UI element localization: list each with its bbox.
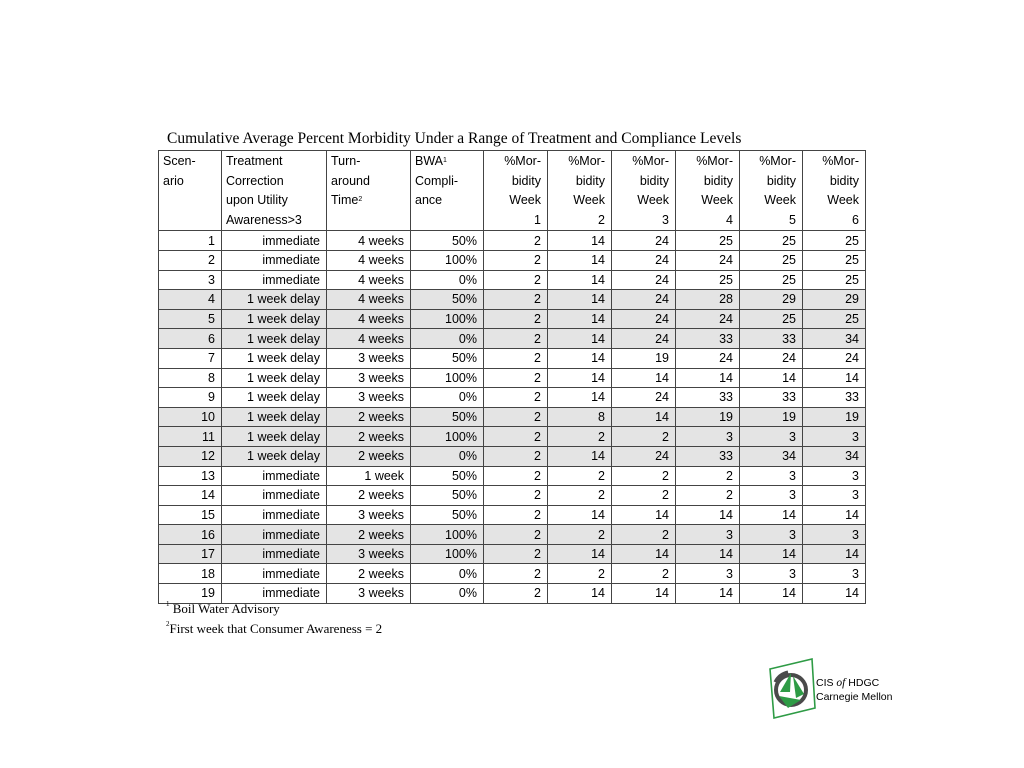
- cell-turnaround: 3 weeks: [327, 368, 411, 388]
- cell-week-4: 24: [676, 348, 740, 368]
- cell-week-1: 2: [484, 329, 548, 349]
- table-row: [159, 231, 866, 251]
- table-row: [159, 348, 866, 368]
- cell-treatment: immediate: [222, 270, 327, 290]
- cell-week-3: 2: [612, 466, 676, 486]
- logo-text: CIS of HDGC Carnegie Mellon: [816, 677, 893, 703]
- cis-hdgc-logo: [766, 656, 906, 722]
- cell-turnaround: 4 weeks: [327, 290, 411, 310]
- cell-compliance: 100%: [411, 368, 484, 388]
- cell-turnaround: 3 weeks: [327, 505, 411, 525]
- cell-week-2: 14: [548, 231, 612, 251]
- cell-turnaround: 2 weeks: [327, 564, 411, 584]
- table-row: [159, 368, 866, 388]
- cell-week-5: 3: [740, 525, 803, 545]
- cell-scenario: 1: [159, 231, 222, 251]
- cell-week-3: 14: [612, 584, 676, 604]
- cell-week-2: 14: [548, 388, 612, 408]
- header-week-4: %Mor- bidity Week 4: [676, 151, 740, 231]
- cell-week-6: 34: [803, 329, 866, 349]
- cell-week-6: 3: [803, 427, 866, 447]
- cell-week-6: 14: [803, 584, 866, 604]
- cell-compliance: 0%: [411, 584, 484, 604]
- cell-treatment: immediate: [222, 466, 327, 486]
- cell-scenario: 8: [159, 368, 222, 388]
- cell-week-3: 2: [612, 427, 676, 447]
- cell-week-2: 14: [548, 368, 612, 388]
- header-week-2: %Mor- bidity Week 2: [548, 151, 612, 231]
- cell-turnaround: 2 weeks: [327, 427, 411, 447]
- cell-week-3: 24: [612, 446, 676, 466]
- cell-week-4: 33: [676, 329, 740, 349]
- table-row: [159, 427, 866, 447]
- cell-compliance: 50%: [411, 466, 484, 486]
- cell-week-3: 14: [612, 505, 676, 525]
- table-row: [159, 309, 866, 329]
- cell-week-5: 14: [740, 368, 803, 388]
- cell-treatment: 1 week delay: [222, 290, 327, 310]
- header-treatment: Treatment Correction upon Utility Awareness>3: [222, 151, 327, 231]
- cell-week-3: 24: [612, 231, 676, 251]
- cell-week-3: 24: [612, 250, 676, 270]
- cell-week-4: 14: [676, 368, 740, 388]
- cell-week-5: 3: [740, 486, 803, 506]
- cell-week-6: 25: [803, 231, 866, 251]
- cell-week-6: 19: [803, 407, 866, 427]
- table-title: Cumulative Average Percent Morbidity Under a Range of Treatment and Compliance Levels: [167, 130, 742, 147]
- header-week-1: %Mor- bidity Week 1: [484, 151, 548, 231]
- cell-turnaround: 3 weeks: [327, 348, 411, 368]
- cell-week-1: 2: [484, 525, 548, 545]
- table-row: [159, 290, 866, 310]
- cell-compliance: 0%: [411, 564, 484, 584]
- cell-turnaround: 2 weeks: [327, 407, 411, 427]
- cell-week-5: 25: [740, 231, 803, 251]
- cell-week-1: 2: [484, 446, 548, 466]
- cell-compliance: 0%: [411, 446, 484, 466]
- cell-compliance: 50%: [411, 290, 484, 310]
- cell-scenario: 7: [159, 348, 222, 368]
- cell-scenario: 10: [159, 407, 222, 427]
- cell-treatment: immediate: [222, 250, 327, 270]
- cell-week-6: 3: [803, 466, 866, 486]
- cell-week-2: 14: [548, 505, 612, 525]
- cell-scenario: 2: [159, 250, 222, 270]
- cell-treatment: 1 week delay: [222, 446, 327, 466]
- cell-treatment: immediate: [222, 564, 327, 584]
- cell-week-1: 2: [484, 348, 548, 368]
- cell-week-6: 3: [803, 525, 866, 545]
- cell-week-6: 14: [803, 368, 866, 388]
- cell-week-1: 2: [484, 486, 548, 506]
- cell-compliance: 100%: [411, 427, 484, 447]
- cell-treatment: 1 week delay: [222, 407, 327, 427]
- cell-scenario: 19: [159, 584, 222, 604]
- cell-turnaround: 3 weeks: [327, 584, 411, 604]
- cell-scenario: 11: [159, 427, 222, 447]
- cell-week-6: 14: [803, 544, 866, 564]
- cell-week-3: 24: [612, 270, 676, 290]
- cell-week-2: 14: [548, 309, 612, 329]
- cell-scenario: 16: [159, 525, 222, 545]
- cell-week-4: 25: [676, 231, 740, 251]
- cell-turnaround: 3 weeks: [327, 544, 411, 564]
- table-row: [159, 564, 866, 584]
- morbidity-table-container: [158, 150, 865, 604]
- table-row: [159, 544, 866, 564]
- cell-week-6: 3: [803, 564, 866, 584]
- header-week-6: %Mor- bidity Week 6: [803, 151, 866, 231]
- cell-treatment: 1 week delay: [222, 348, 327, 368]
- cell-week-2: 2: [548, 525, 612, 545]
- cell-turnaround: 4 weeks: [327, 309, 411, 329]
- cell-turnaround: 1 week: [327, 466, 411, 486]
- cell-week-2: 8: [548, 407, 612, 427]
- cell-week-4: 2: [676, 486, 740, 506]
- cell-week-5: 25: [740, 309, 803, 329]
- cell-week-5: 14: [740, 584, 803, 604]
- cell-treatment: immediate: [222, 584, 327, 604]
- cell-week-4: 24: [676, 250, 740, 270]
- cell-week-2: 14: [548, 544, 612, 564]
- cell-week-4: 2: [676, 466, 740, 486]
- cell-week-6: 33: [803, 388, 866, 408]
- cell-scenario: 17: [159, 544, 222, 564]
- cell-compliance: 0%: [411, 388, 484, 408]
- cell-turnaround: 3 weeks: [327, 388, 411, 408]
- cell-scenario: 14: [159, 486, 222, 506]
- cell-week-3: 24: [612, 388, 676, 408]
- cell-week-4: 3: [676, 564, 740, 584]
- cell-week-3: 2: [612, 564, 676, 584]
- cell-week-4: 25: [676, 270, 740, 290]
- cell-compliance: 100%: [411, 309, 484, 329]
- cell-compliance: 50%: [411, 505, 484, 525]
- cell-week-1: 2: [484, 231, 548, 251]
- cell-turnaround: 4 weeks: [327, 329, 411, 349]
- cell-turnaround: 4 weeks: [327, 270, 411, 290]
- cell-week-2: 2: [548, 486, 612, 506]
- cell-week-4: 33: [676, 446, 740, 466]
- cell-scenario: 6: [159, 329, 222, 349]
- cell-turnaround: 2 weeks: [327, 446, 411, 466]
- cell-week-5: 34: [740, 446, 803, 466]
- cell-scenario: 3: [159, 270, 222, 290]
- cell-week-2: 14: [548, 584, 612, 604]
- cell-week-3: 14: [612, 544, 676, 564]
- cell-compliance: 50%: [411, 486, 484, 506]
- cell-treatment: 1 week delay: [222, 388, 327, 408]
- cell-compliance: 50%: [411, 231, 484, 251]
- cell-week-1: 2: [484, 407, 548, 427]
- footnote-1: $^1$ Boil Water Advisory: [166, 600, 280, 616]
- cell-week-2: 14: [548, 329, 612, 349]
- header-week-3: %Mor- bidity Week 3: [612, 151, 676, 231]
- cell-week-1: 2: [484, 388, 548, 408]
- cell-week-6: 25: [803, 270, 866, 290]
- cell-week-5: 29: [740, 290, 803, 310]
- cell-treatment: immediate: [222, 505, 327, 525]
- cell-week-3: 24: [612, 290, 676, 310]
- cell-week-6: 25: [803, 250, 866, 270]
- cell-compliance: 100%: [411, 544, 484, 564]
- table-row: [159, 446, 866, 466]
- cell-week-1: 2: [484, 427, 548, 447]
- cell-week-2: 2: [548, 427, 612, 447]
- cell-scenario: 5: [159, 309, 222, 329]
- cell-treatment: 1 week delay: [222, 309, 327, 329]
- cell-week-5: 14: [740, 505, 803, 525]
- cell-week-5: 3: [740, 466, 803, 486]
- cell-week-2: 14: [548, 250, 612, 270]
- logo-emblem-icon: [766, 656, 816, 722]
- cell-week-6: 34: [803, 446, 866, 466]
- cell-week-5: 24: [740, 348, 803, 368]
- cell-week-6: 25: [803, 309, 866, 329]
- cell-week-3: 24: [612, 309, 676, 329]
- cell-week-1: 2: [484, 564, 548, 584]
- cell-scenario: 15: [159, 505, 222, 525]
- cell-compliance: 0%: [411, 329, 484, 349]
- table-row: [159, 505, 866, 525]
- table-row: [159, 525, 866, 545]
- cell-week-3: 2: [612, 486, 676, 506]
- footnote-2: $^2$First week that Consumer Awareness = 2: [166, 620, 383, 636]
- cell-treatment: immediate: [222, 231, 327, 251]
- cell-week-6: 14: [803, 505, 866, 525]
- cell-week-1: 2: [484, 584, 548, 604]
- cell-scenario: 13: [159, 466, 222, 486]
- cell-week-1: 2: [484, 368, 548, 388]
- cell-week-1: 2: [484, 505, 548, 525]
- table-row: [159, 466, 866, 486]
- table-row: [159, 407, 866, 427]
- cell-week-4: 24: [676, 309, 740, 329]
- cell-week-5: 33: [740, 329, 803, 349]
- cell-week-5: 3: [740, 564, 803, 584]
- table-row: [159, 329, 866, 349]
- table-row: [159, 250, 866, 270]
- cell-week-5: 14: [740, 544, 803, 564]
- cell-turnaround: 4 weeks: [327, 250, 411, 270]
- cell-week-6: 24: [803, 348, 866, 368]
- cell-turnaround: 2 weeks: [327, 486, 411, 506]
- cell-treatment: immediate: [222, 544, 327, 564]
- cell-week-1: 2: [484, 290, 548, 310]
- cell-compliance: 100%: [411, 250, 484, 270]
- cell-week-1: 2: [484, 250, 548, 270]
- cell-scenario: 18: [159, 564, 222, 584]
- cell-week-4: 14: [676, 584, 740, 604]
- cell-week-3: 14: [612, 368, 676, 388]
- cell-week-3: 24: [612, 329, 676, 349]
- header-bwa-compliance: BWA$^1$ Compli- ance: [411, 151, 484, 231]
- cell-week-5: 25: [740, 250, 803, 270]
- cell-week-2: 2: [548, 564, 612, 584]
- cell-week-5: 19: [740, 407, 803, 427]
- cell-scenario: 9: [159, 388, 222, 408]
- cell-week-1: 2: [484, 309, 548, 329]
- header-week-5: %Mor- bidity Week 5: [740, 151, 803, 231]
- cell-treatment: immediate: [222, 486, 327, 506]
- header-turnaround: Turn- around Time$^2$: [327, 151, 411, 231]
- cell-week-2: 14: [548, 348, 612, 368]
- cell-week-4: 14: [676, 505, 740, 525]
- table-row: [159, 270, 866, 290]
- table-row: [159, 388, 866, 408]
- table-header-row: [159, 151, 866, 231]
- cell-week-5: 25: [740, 270, 803, 290]
- cell-week-2: 14: [548, 290, 612, 310]
- cell-week-5: 3: [740, 427, 803, 447]
- cell-week-4: 3: [676, 427, 740, 447]
- cell-treatment: immediate: [222, 525, 327, 545]
- header-scenario: Scen- ario: [159, 151, 222, 231]
- cell-compliance: 50%: [411, 348, 484, 368]
- cell-turnaround: 2 weeks: [327, 525, 411, 545]
- cell-scenario: 12: [159, 446, 222, 466]
- cell-week-3: 14: [612, 407, 676, 427]
- cell-week-4: 33: [676, 388, 740, 408]
- cell-week-4: 14: [676, 544, 740, 564]
- cell-week-1: 2: [484, 544, 548, 564]
- cell-week-3: 2: [612, 525, 676, 545]
- cell-treatment: 1 week delay: [222, 427, 327, 447]
- cell-week-1: 2: [484, 270, 548, 290]
- cell-week-5: 33: [740, 388, 803, 408]
- cell-compliance: 100%: [411, 525, 484, 545]
- cell-week-2: 14: [548, 270, 612, 290]
- cell-week-6: 3: [803, 486, 866, 506]
- cell-treatment: 1 week delay: [222, 368, 327, 388]
- cell-treatment: 1 week delay: [222, 329, 327, 349]
- cell-turnaround: 4 weeks: [327, 231, 411, 251]
- cell-week-4: 3: [676, 525, 740, 545]
- cell-compliance: 50%: [411, 407, 484, 427]
- cell-week-1: 2: [484, 466, 548, 486]
- cell-week-4: 28: [676, 290, 740, 310]
- morbidity-table: [158, 150, 866, 604]
- cell-compliance: 0%: [411, 270, 484, 290]
- cell-scenario: 4: [159, 290, 222, 310]
- table-row: [159, 486, 866, 506]
- cell-week-4: 19: [676, 407, 740, 427]
- cell-week-3: 19: [612, 348, 676, 368]
- cell-week-6: 29: [803, 290, 866, 310]
- cell-week-2: 14: [548, 446, 612, 466]
- cell-week-2: 2: [548, 466, 612, 486]
